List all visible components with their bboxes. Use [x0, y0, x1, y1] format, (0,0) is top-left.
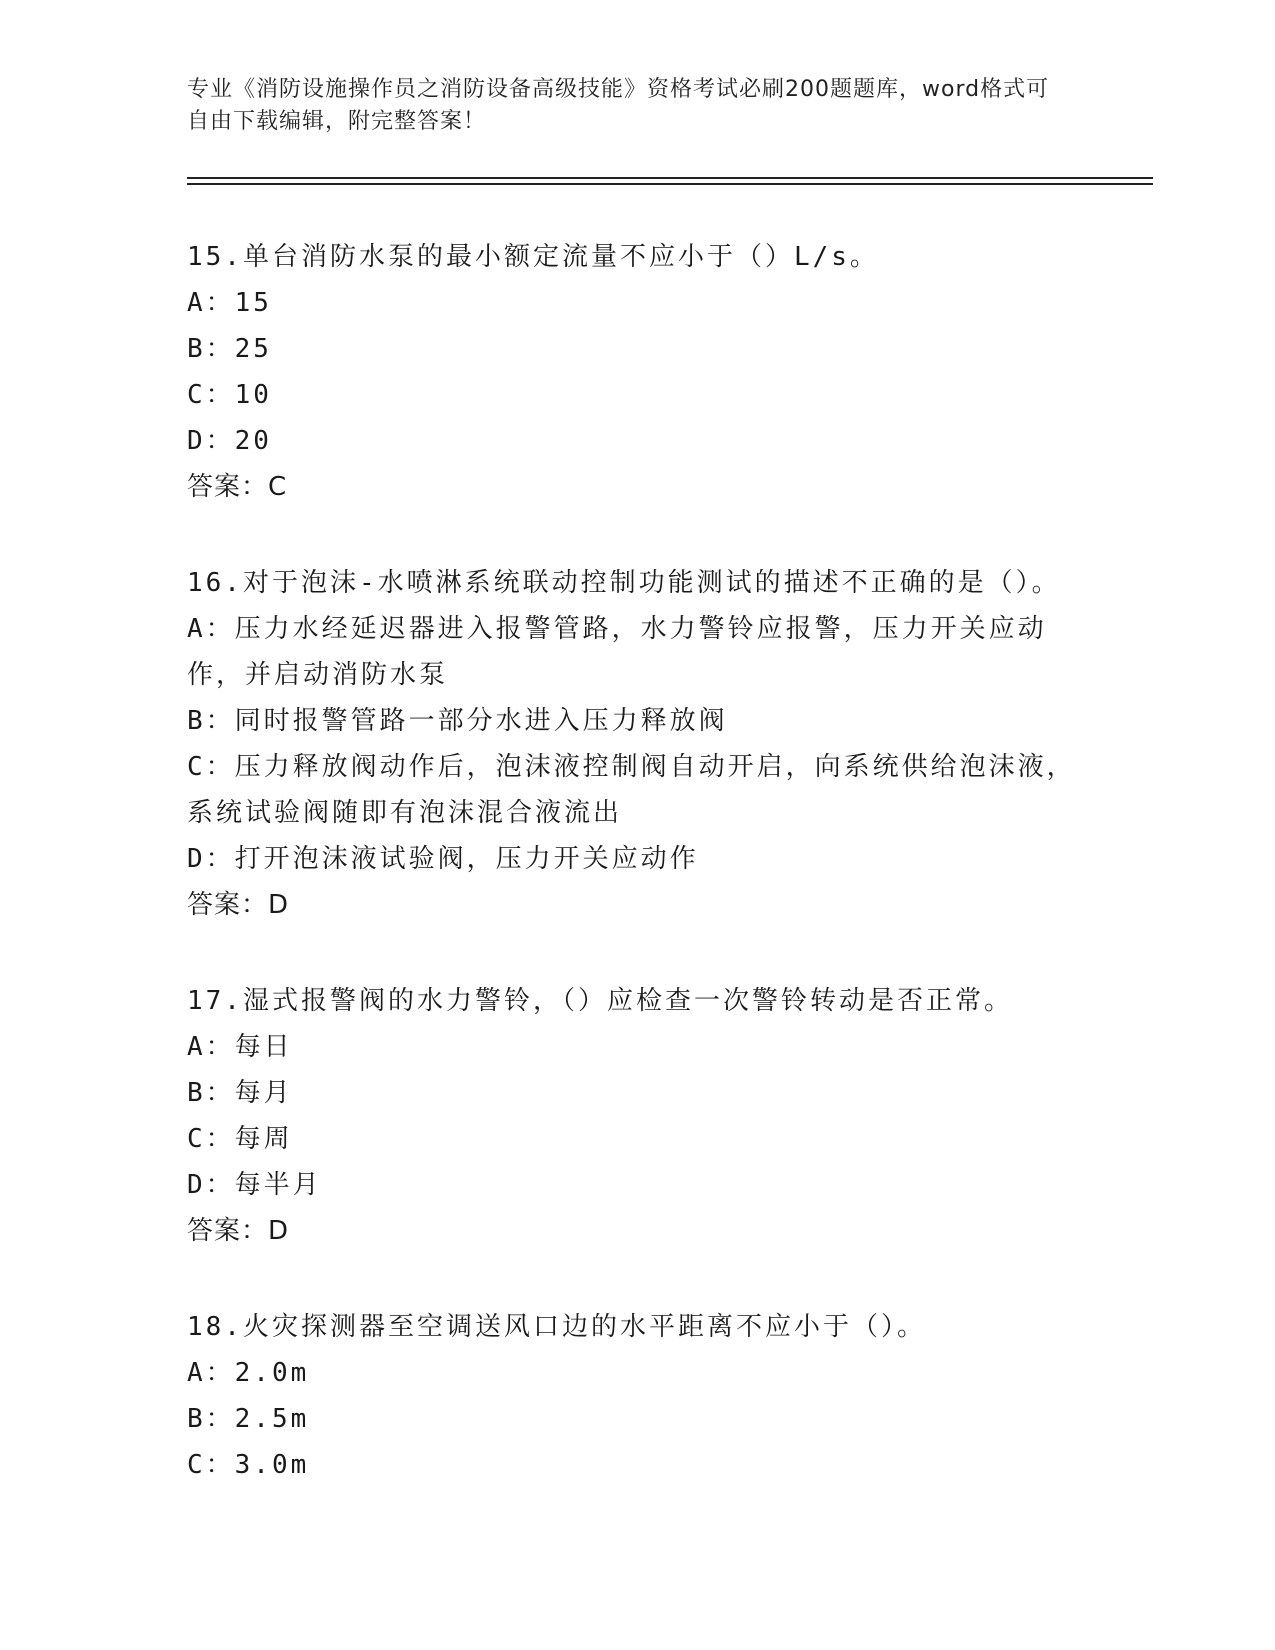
- option-c: C：压力释放阀动作后，泡沫液控制阀自动开启，向系统供给泡沫液，系统试验阀随即有泡沫混合液流出: [187, 752, 1076, 828]
- question-stem: 15.单台消防水泵的最小额定流量不应小于（）L/s。: [187, 242, 879, 272]
- question-16: [187, 560, 1087, 928]
- document-header: 专业《消防设施操作员之消防设备高级技能》资格考试必刷200题题库，word格式可自由下载编辑，附完整答案！: [187, 77, 1050, 134]
- answer-label: 答案：D: [187, 1216, 290, 1246]
- option-a: A：2.0m: [187, 1358, 310, 1388]
- option-b: B：2.5m: [187, 1404, 310, 1434]
- question-17: [187, 978, 1087, 1254]
- option-b: B：25: [187, 334, 272, 364]
- header-divider-top: [187, 177, 1153, 179]
- option-d: D：每半月: [187, 1170, 322, 1200]
- question-stem: 17.湿式报警阀的水力警铃，（）应检查一次警铃转动是否正常。: [187, 986, 1013, 1016]
- question-15: [187, 234, 1087, 510]
- option-b: B：每月: [187, 1078, 293, 1108]
- option-d: D：20: [187, 426, 272, 456]
- question-list: [187, 234, 1087, 1538]
- option-b: B：同时报警管路一部分水进入压力释放阀: [187, 706, 728, 736]
- option-a: A：15: [187, 288, 272, 318]
- option-d: D：打开泡沫液试验阀，压力开关应动作: [187, 844, 699, 874]
- question-18: [187, 1304, 1087, 1488]
- option-c: C：每周: [187, 1124, 293, 1154]
- option-c: C：10: [187, 380, 272, 410]
- answer-label: 答案：C: [187, 472, 288, 502]
- question-stem: 16.对于泡沫-水喷淋系统联动控制功能测试的描述不正确的是（）。: [187, 568, 1061, 598]
- answer-label: 答案：D: [187, 890, 290, 920]
- option-a: A：每日: [187, 1032, 293, 1062]
- option-a: A：压力水经延迟器进入报警管路，水力警铃应报警，压力开关应动作，并启动消防水泵: [187, 614, 1047, 690]
- option-c: C：3.0m: [187, 1450, 310, 1480]
- header-divider-bottom: [187, 183, 1153, 185]
- question-stem: 18.火灾探测器至空调送风口边的水平距离不应小于（）。: [187, 1312, 926, 1342]
